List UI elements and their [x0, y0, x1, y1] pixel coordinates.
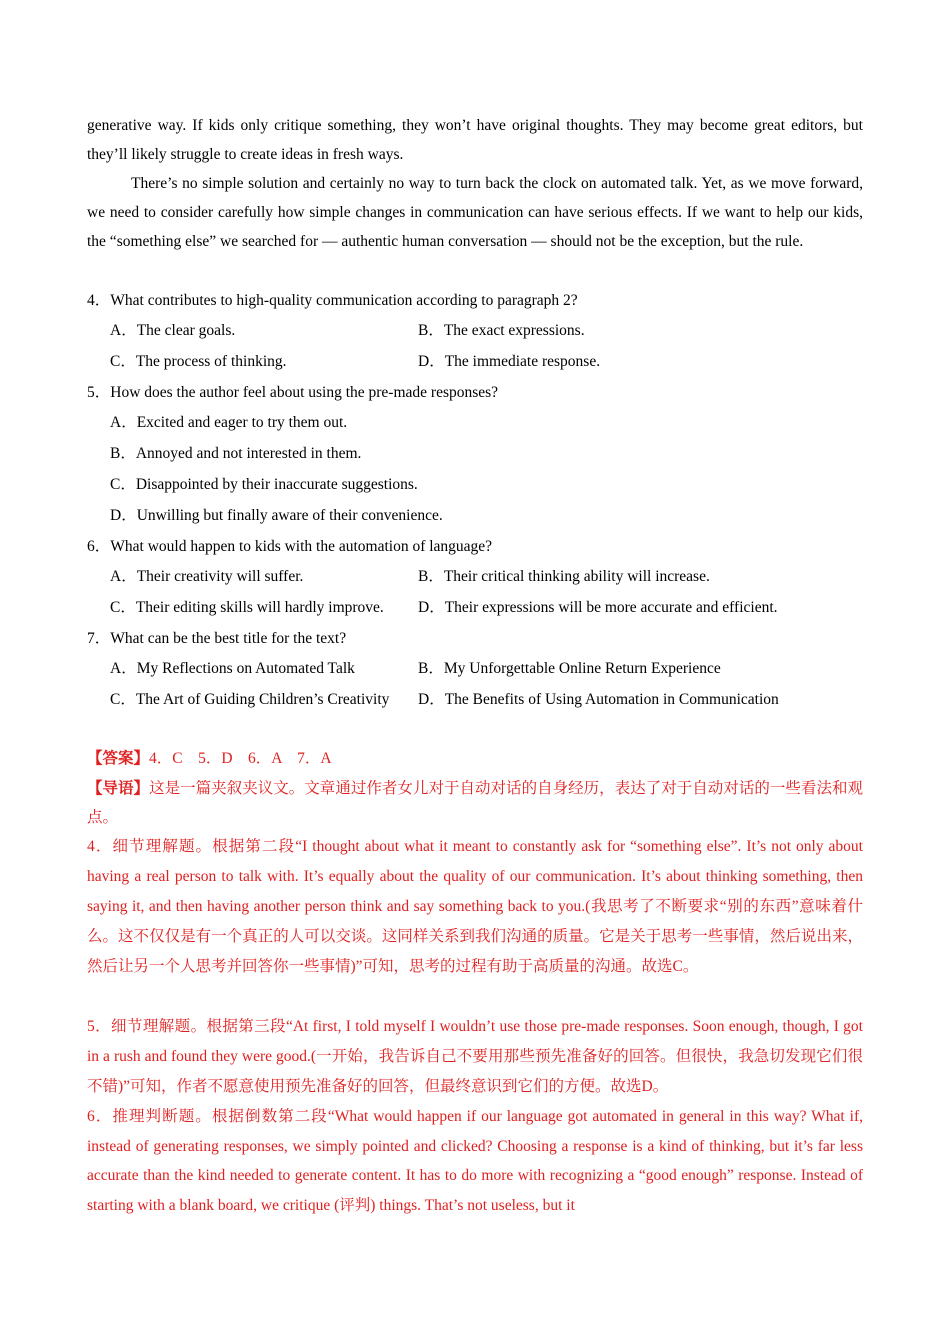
question-option: C．Disappointed by their inaccurate suggestions.: [110, 476, 418, 493]
guide-label: 【导语】: [87, 780, 150, 797]
question-stem: 4．What contributes to high-quality communication according to paragraph 2?: [87, 292, 578, 309]
question-option: B．My Unforgettable Online Return Experience: [418, 660, 721, 677]
explanation-paragraph: 6．推理判断题。根据倒数第二段“What would happen if our language got automated in general in this way? What if, instead of generating responses, we simply pointed and clicked? Choosing a response is a kind of thinking, but it’s far less accurate than the kind needed to generate content. It has to do more with recognizing a “good enough” response. Instead of starting with a blank board, we critique (评判) things. That’s not useless, but it: [87, 1108, 863, 1214]
question-stem: 7．What can be the best title for the text?: [87, 630, 347, 647]
question-stem: 6．What would happen to kids with the automation of language?: [87, 538, 493, 555]
question-option: A．My Reflections on Automated Talk: [110, 660, 355, 677]
question-stem: 5．How does the author feel about using the pre-made responses?: [87, 384, 499, 401]
passage-paragraph: generative way. If kids only critique something, they won’t have original thoughts. They may become great editors, but they’ll likely struggle to create ideas in fresh ways.: [87, 117, 863, 163]
explanation-paragraph: 4．细节理解题。根据第二段“I thought about what it meant to constantly ask for “something else”. It’s not only about having a real person to talk with. It’s equally about the quality of our communication. It’s about thinking something, then saying it, and then having another person think and say something back to you.(我思考了不断要求“别的东西”意味着什么。这不仅仅是有一个真正的人可以交谈。这同样关系到我们沟通的质量。它是关于思考一些事情，然后说出来，然后让另一个人思考并回答你一些事情)”可知，思考的过程有助于高质量的沟通。故选C。: [87, 838, 863, 975]
question-option: D．Unwilling but finally aware of their convenience.: [110, 507, 443, 524]
question-option: C．The process of thinking.: [110, 353, 287, 370]
question-option: D．Their expressions will be more accurate and efficient.: [418, 599, 778, 616]
question-option: B．Annoyed and not interested in them.: [110, 445, 362, 462]
guide-text: 这是一篇夹叙夹议文。文章通过作者女儿对于自动对话的自身经历，表达了对于自动对话的一些看法和观点。: [87, 780, 863, 826]
guide-paragraph: [87, 774, 863, 832]
question-option: C．Their editing skills will hardly improve.: [110, 599, 384, 616]
explanation-paragraph: 5．细节理解题。根据第三段“At first, I told myself I wouldn’t use those pre-made responses. Soon enough, though, I got in a rush and found they were good.(一开始，我告诉自己不要用那些预先准备好的回答。但很快，我急切发现它们很不错)”可知，作者不愿意使用预先准备好的回答，但最终意识到它们的方便。故选D。: [87, 1018, 863, 1095]
question-option: D．The Benefits of Using Automation in Communication: [418, 691, 779, 708]
question-option: B．Their critical thinking ability will increase.: [418, 568, 710, 585]
question-option: A．Excited and eager to try them out.: [110, 414, 348, 431]
answer-text: 4．C 5．D 6．A 7．A: [149, 750, 332, 767]
answer-label: 【答案】: [87, 750, 150, 767]
passage-paragraph: There’s no simple solution and certainly no way to turn back the clock on automated talk. Yet, as we move forward, we need to consider carefully how simple changes in communication can have serious effects. If we want to help our kids, the “something else” we searched for — authentic human conversation — should not be the exception, but the rule.: [87, 175, 863, 250]
question-option: A．The clear goals.: [110, 322, 236, 339]
question-option: D．The immediate response.: [418, 353, 601, 370]
question-option: A．Their creativity will suffer.: [110, 568, 304, 585]
question-option: C．The Art of Guiding Children’s Creativity: [110, 691, 390, 708]
answer-key: [87, 744, 863, 774]
question-option: B．The exact expressions.: [418, 322, 585, 339]
